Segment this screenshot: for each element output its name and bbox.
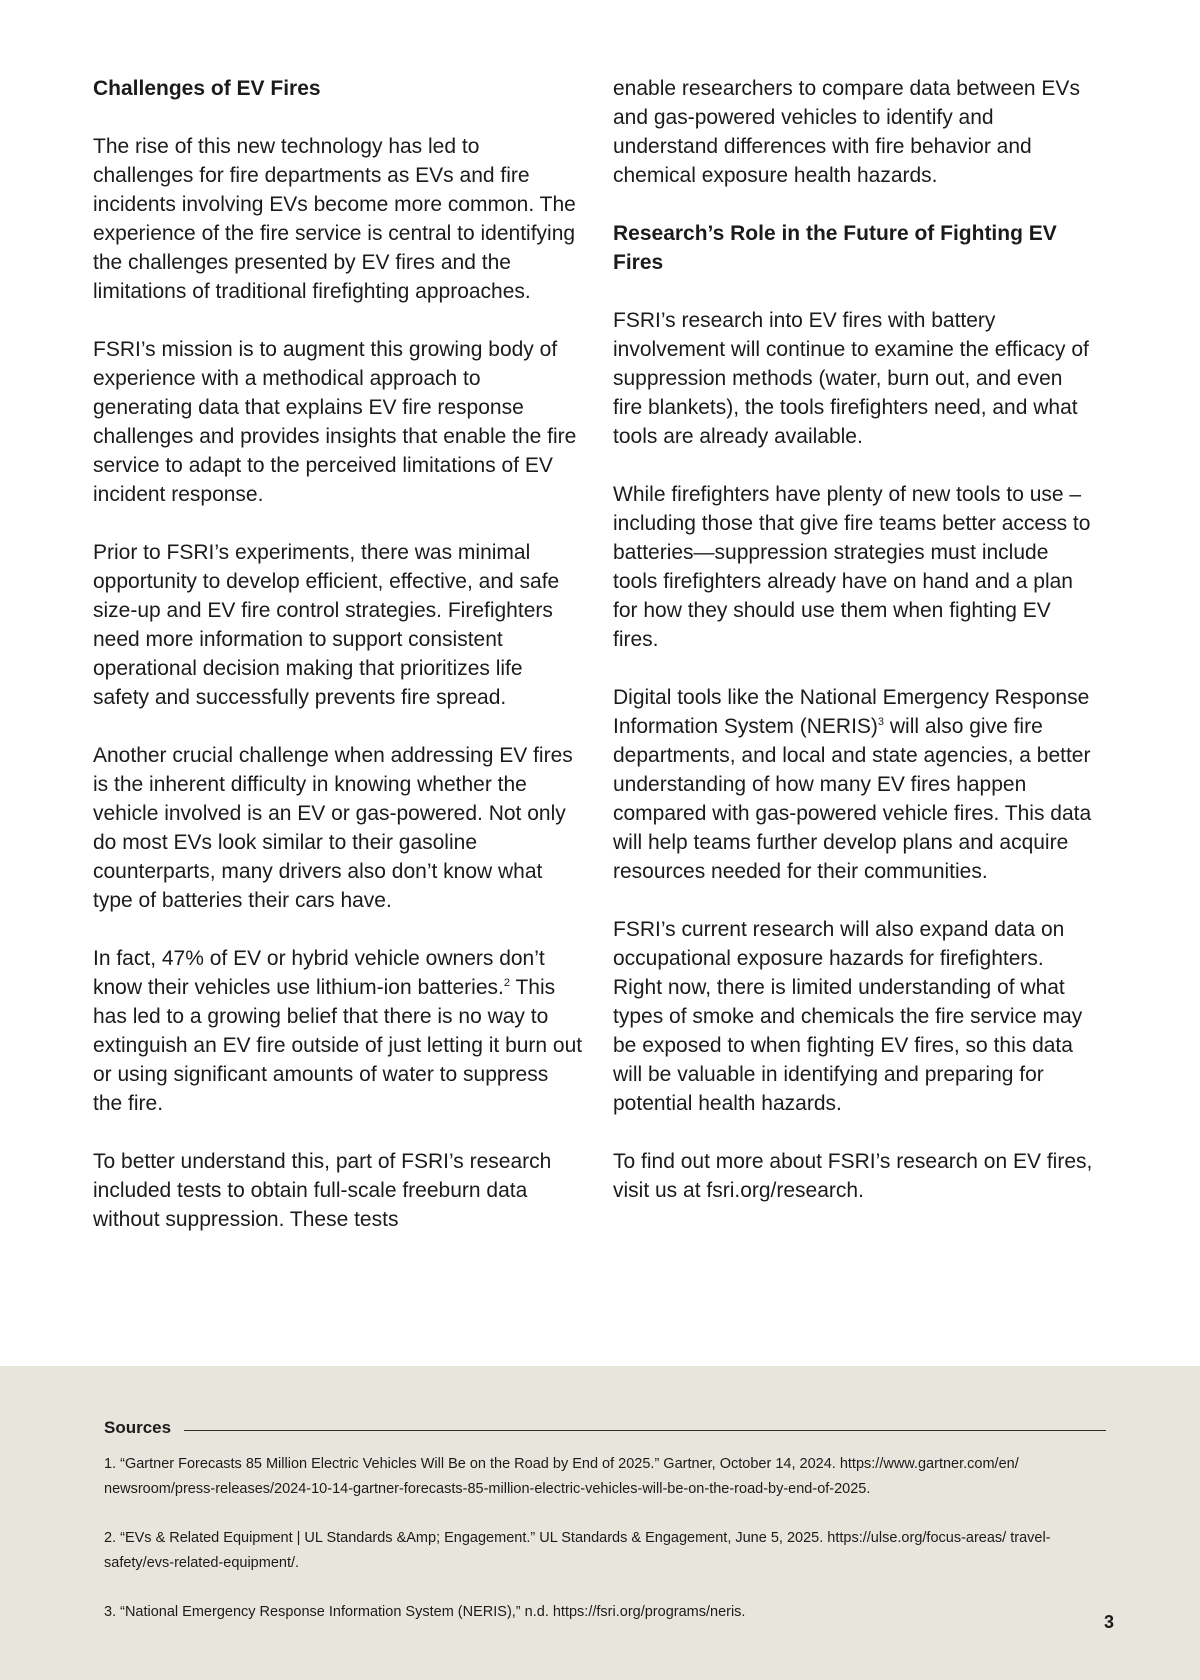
body-columns	[93, 74, 1093, 1334]
right-column	[613, 74, 1093, 1234]
paragraph-with-citation	[613, 683, 1093, 886]
footnote-ref-2: 2	[503, 977, 510, 989]
paragraph: To find out more about FSRI’s research on EV fires, visit us at fsri.org/research.	[613, 1150, 1093, 1202]
source-item: 3. “National Emergency Response Information System (NERIS),” n.d. https://fsri.org/programs/neris.	[104, 1604, 746, 1620]
paragraph-continuation: enable researchers to compare data between EVs and gas-powered vehicles to identify and understand differences with fire behavior and chemical exposure health hazards.	[613, 77, 1080, 187]
paragraph: Another crucial challenge when addressing EV fires is the inherent difficulty in knowing whether the vehicle involved is an EV or gas-powered. Not only do most EVs look similar to their gasoline counterparts, many drivers also don’t know what type of batteries their cars have.	[93, 744, 573, 912]
paragraph: FSRI’s current research will also expand data on occupational exposure hazards for firefighters. Right now, there is limited understanding of what types of smoke and chemicals the fire service may be exposed to when fighting EV fires, so this data will be valuable in identifying and preparing for potential health hazards.	[613, 918, 1083, 1115]
source-item: 2. “EVs & Related Equipment | UL Standards &Amp; Engagement.” UL Standards & Engagement, June 5, 2025. https://ulse.org/focus-areas/ travel-safety/evs-related-equipment/.	[104, 1530, 1051, 1571]
paragraph-with-citation	[93, 944, 583, 1118]
paragraph-text: will also give fire departments, and local and state agencies, a better understanding of how many EV fires happen compared with gas-powered vehicle fires. This data will help teams further develop plans and acquire resources needed for their communities.	[613, 715, 1092, 883]
footnote-ref-3: 3	[877, 716, 885, 728]
left-column	[93, 74, 583, 1263]
paragraph: FSRI’s mission is to augment this growing body of experience with a methodical approach to generating data that explains EV fire response challenges and provides insights that enable the fire service to adapt to the perceived limitations of EV incident response.	[93, 338, 577, 506]
paragraph: To better understand this, part of FSRI’s research included tests to obtain full-scale freeburn data without suppression. These tests	[93, 1150, 552, 1231]
source-item: 1. “Gartner Forecasts 85 Million Electric Vehicles Will Be on the Road by End of 2025.” Gartner, October 14, 2024. https://www.gartner.com/en/ newsroom/press-releases/2024-10-14-gartner-forecasts-85-million-electric-vehicles-will-be-on-the-road-by-end-of-2025.	[104, 1456, 1019, 1497]
section-heading-research-role: Research’s Role in the Future of Fighting EV Fires	[613, 222, 1057, 274]
paragraph: While firefighters have plenty of new tools to use – including those that give fire teams better access to batteries—suppression strategies must include tools firefighters already have on hand and a plan for how they should use them when fighting EV fires.	[613, 483, 1091, 651]
sources-divider	[184, 1430, 1106, 1431]
sources-panel	[0, 1366, 1200, 1680]
paragraph-text: Digital tools like the National Emergency Response Information System (NERIS)	[613, 686, 1090, 738]
paragraph-text: In fact, 47% of EV or hybrid vehicle owners don’t know their vehicles use lithium-ion batteries.	[93, 947, 545, 999]
paragraph-text: This has led to a growing belief that there is no way to extinguish an EV fire outside of just letting it burn out or using significant amounts of water to suppress the fire.	[93, 976, 583, 1115]
sources-header	[104, 1416, 1106, 1440]
paragraph: The rise of this new technology has led to challenges for fire departments as EVs and fire incidents involving EVs become more common. The experience of the fire service is central to identifying the challenges presented by EV fires and the limitations of traditional firefighting approaches.	[93, 135, 576, 303]
paragraph: Prior to FSRI’s experiments, there was minimal opportunity to develop efficient, effective, and safe size-up and EV fire control strategies. Firefighters need more information to support consistent operational decision making that prioritizes life safety and successfully prevents fire spread.	[93, 541, 560, 709]
sources-title: Sources	[104, 1418, 172, 1437]
section-heading-challenges: Challenges of EV Fires	[93, 77, 321, 100]
sources-list	[104, 1452, 1114, 1649]
page-number: 3	[1103, 1612, 1114, 1632]
paragraph: FSRI’s research into EV fires with battery involvement will continue to examine the efficacy of suppression methods (water, burn out, and even fire blankets), the tools firefighters need, and what tools are already available.	[613, 309, 1089, 448]
